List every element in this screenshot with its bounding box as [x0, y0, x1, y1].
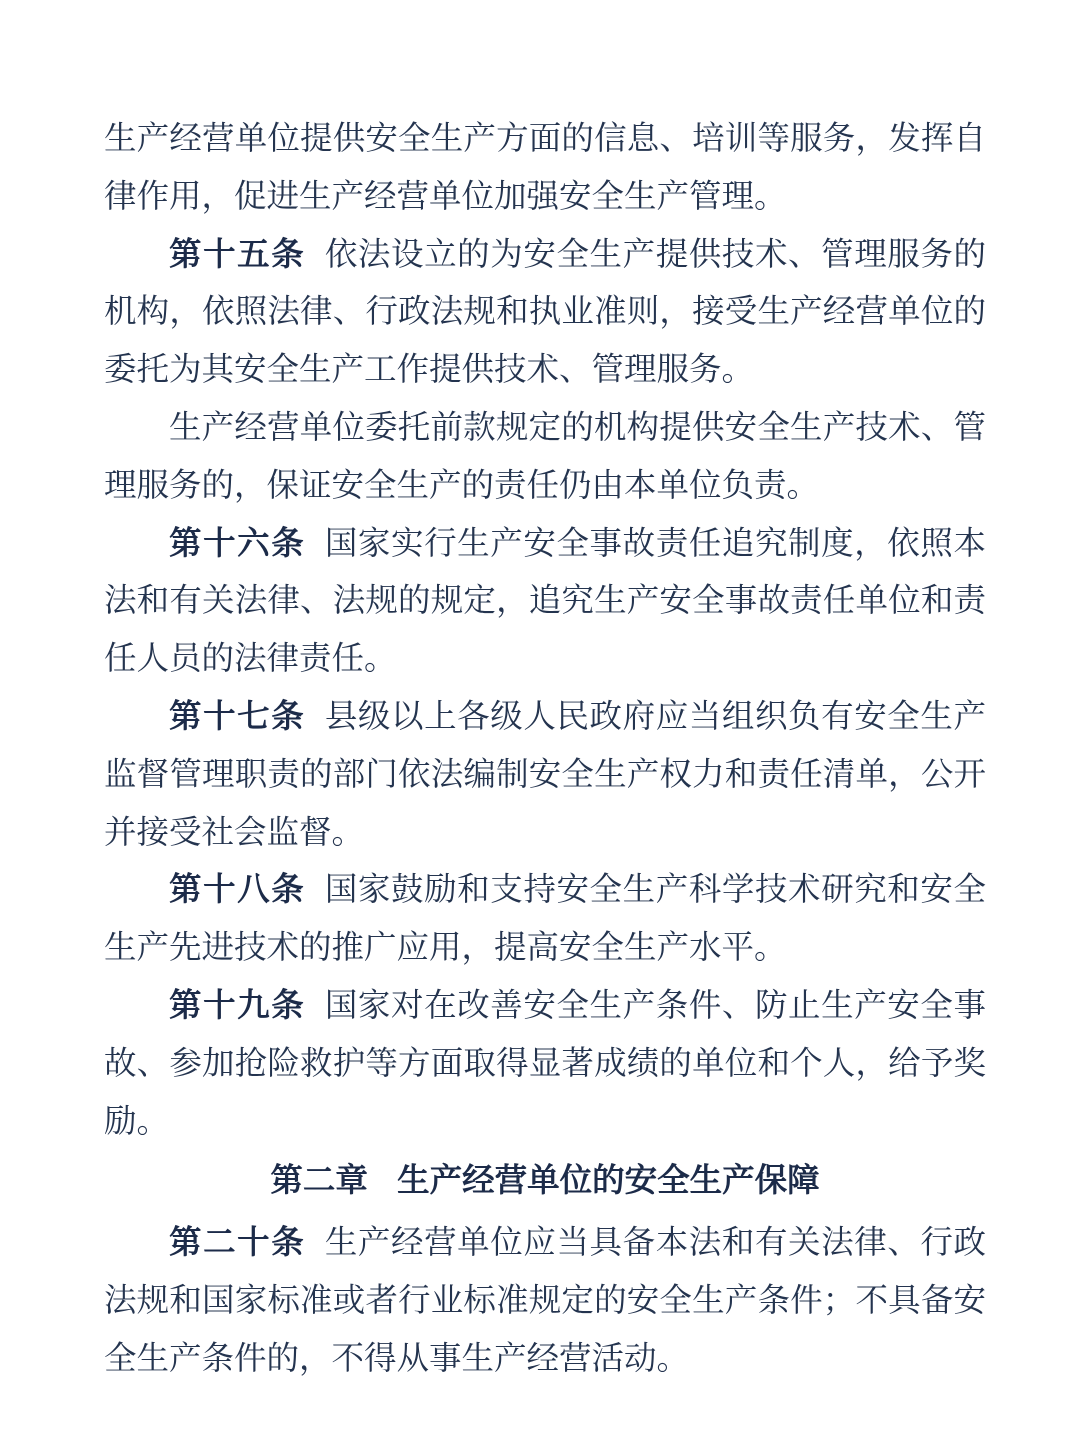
article-20-text: 生产经营单位应当具备本法和有关法律、行政法规和国家标准或者行业标准规定的安全生产条件；不具备安全生产条件的，不得从事生产经营活动。	[104, 1223, 986, 1377]
article-19-number: 第十九条	[169, 985, 306, 1024]
article-15-text: 依法设立的为安全生产提供技术、管理服务的机构，依照法律、行政法规和执业准则，接受生产经营单位的委托为其安全生产工作提供技术、管理服务。	[104, 234, 986, 389]
paragraph-continuation	[104, 110, 986, 226]
article-18	[104, 861, 986, 977]
chapter-2-heading	[104, 1152, 986, 1210]
article-17-number: 第十七条	[169, 696, 306, 735]
chapter-2-number: 第二章	[270, 1161, 368, 1200]
article-20-number: 第二十条	[169, 1223, 306, 1262]
article-16-number: 第十六条	[169, 523, 306, 562]
article-19	[104, 977, 986, 1150]
article-17-text: 县级以上各级人民政府应当组织负有安全生产监督管理职责的部门依法编制安全生产权力和责任清单，公开并接受社会监督。	[104, 696, 986, 851]
chapter-2-title: 生产经营单位的安全生产保障	[397, 1161, 820, 1200]
article-15	[104, 226, 986, 399]
article-16	[104, 515, 986, 688]
article-19-text: 国家对在改善安全生产条件、防止生产安全事故、参加抢险救护等方面取得显著成绩的单位和个人，给予奖励。	[104, 985, 986, 1140]
article-17	[104, 688, 986, 861]
document-text-block	[104, 110, 986, 1388]
article-18-number: 第十八条	[169, 870, 306, 909]
article-15-paragraph-2	[104, 399, 986, 515]
paragraph-text: 生产经营单位提供安全生产方面的信息、培训等服务，发挥自律作用，促进生产经营单位加强安全生产管理。	[104, 119, 986, 215]
article-15-number: 第十五条	[169, 234, 306, 273]
paragraph-text: 生产经营单位委托前款规定的机构提供安全生产技术、管理服务的，保证安全生产的责任仍由本单位负责。	[104, 407, 986, 504]
article-18-text: 国家鼓励和支持安全生产科学技术研究和安全生产先进技术的推广应用，提高安全生产水平。	[104, 870, 986, 967]
article-20	[104, 1214, 986, 1387]
article-16-text: 国家实行生产安全事故责任追究制度，依照本法和有关法律、法规的规定，追究生产安全事故责任单位和责任人员的法律责任。	[104, 523, 986, 678]
